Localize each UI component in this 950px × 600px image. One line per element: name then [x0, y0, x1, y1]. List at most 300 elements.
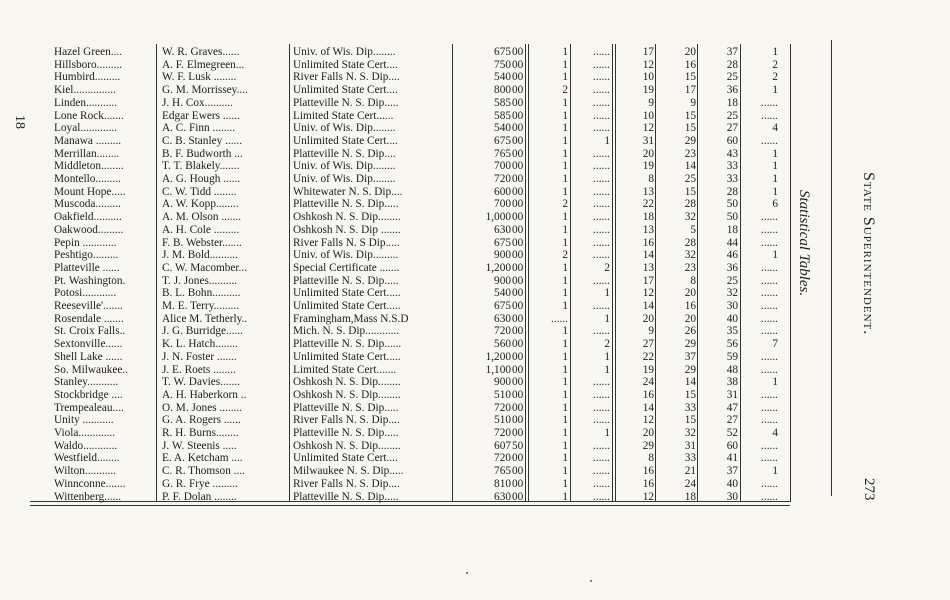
count-cell-c: 13: [642, 185, 654, 198]
count-cell-f: 7: [772, 338, 778, 351]
count-cell-d: 20: [684, 287, 696, 300]
town-cell: Westfield........: [54, 452, 120, 465]
count-cell-b: ......: [593, 490, 610, 503]
certificate-cell: Univ. of Wis. Dip........: [293, 173, 396, 185]
salary-cell: 1,200: [485, 350, 511, 363]
certificate-cell: Unlimited State Cert.....: [293, 350, 401, 363]
count-cell-f: 1: [772, 46, 778, 58]
count-cell-a: 1: [562, 223, 568, 236]
certificate-cell: Univ. of Wis. Dip.........: [293, 249, 399, 262]
count-cell-e: 25: [726, 109, 738, 122]
salary-cell: 765: [494, 465, 511, 478]
count-cell-c: 10: [642, 109, 654, 122]
count-cell-a: 1: [562, 134, 568, 147]
salary-cell: 607: [494, 439, 511, 452]
salary-cents-cell: 00: [512, 109, 524, 122]
salary-cell: 630: [494, 490, 511, 503]
teacher-cell: O. M. Jones ........: [162, 401, 243, 414]
count-cell-a: 1: [562, 46, 568, 58]
count-cell-c: 10: [642, 71, 654, 84]
count-cell-b: ......: [593, 109, 610, 122]
count-cell-a: 1: [562, 439, 568, 452]
count-cell-e: 43: [726, 147, 738, 160]
salary-cell: 630: [494, 223, 511, 236]
town-cell: Manawa .........: [54, 134, 122, 147]
certificate-cell: Platteville N. S. Dip.....: [293, 198, 399, 211]
salary-cell: 675: [494, 134, 511, 147]
certificate-cell: Platteville N. S. Dip.....: [293, 490, 399, 503]
count-cell-d: 32: [684, 211, 696, 224]
town-cell: Winnconne.......: [54, 477, 126, 490]
count-cell-e: 18: [726, 96, 738, 109]
count-cell-f: ......: [761, 452, 778, 465]
town-cell: Oakfield..........: [54, 211, 122, 224]
count-cell-b: ......: [593, 96, 610, 109]
salary-cents-cell: 00: [512, 211, 524, 224]
count-cell-f: 1: [772, 376, 778, 389]
count-cell-f: ......: [761, 96, 778, 109]
town-cell: Reeseville'.......: [54, 300, 123, 312]
teacher-cell: W. R. Graves......: [162, 46, 240, 58]
count-cell-f: ......: [761, 211, 778, 224]
count-cell-d: 31: [684, 439, 696, 452]
salary-cents-cell: 00: [512, 84, 524, 97]
count-cell-b: ......: [593, 211, 610, 224]
count-cell-e: 60: [726, 134, 738, 147]
town-cell: St. Croix Falls..: [54, 325, 126, 338]
count-cell-a: 2: [562, 249, 568, 262]
count-cell-b: 2: [604, 338, 610, 351]
count-cell-b: ......: [593, 223, 610, 236]
count-cell-d: 28: [684, 198, 696, 211]
count-cell-d: 23: [684, 147, 696, 160]
salary-cents-cell: 00: [512, 96, 524, 109]
count-cell-b: ......: [593, 249, 610, 262]
salary-cell: 800: [494, 84, 511, 97]
certificate-cell: Platteville N. S. Dip.....: [293, 401, 399, 414]
count-cell-c: 18: [642, 211, 654, 224]
count-cell-d: 9: [690, 96, 696, 109]
count-cell-c: 8: [648, 452, 654, 465]
count-cell-f: 1: [772, 249, 778, 262]
count-cell-d: 16: [684, 300, 696, 312]
certificate-cell: Unlimited State Cert....: [293, 134, 398, 147]
count-cell-b: ......: [593, 452, 610, 465]
count-cell-d: 23: [684, 261, 696, 274]
count-cell-b: ......: [593, 477, 610, 490]
count-cell-d: 21: [684, 465, 696, 478]
town-cell: Hazel Green....: [54, 46, 123, 58]
town-cell: Potosi............: [54, 287, 117, 300]
count-cell-c: 16: [642, 236, 654, 249]
teacher-cell: Edgar Ewers ......: [162, 109, 240, 122]
count-cell-a: ......: [551, 312, 568, 325]
count-cell-f: ......: [761, 477, 778, 490]
salary-cents-cell: 00: [512, 173, 524, 185]
town-cell: Wittenberg......: [54, 490, 122, 503]
count-cell-b: ......: [593, 325, 610, 338]
certificate-cell: Unlimited State Cert.....: [293, 300, 401, 312]
teacher-cell: A. C. Finn ........: [162, 122, 236, 135]
count-cell-a: 1: [562, 236, 568, 249]
salary-cents-cell: 00: [512, 465, 524, 478]
count-cell-a: 1: [562, 122, 568, 135]
count-cell-c: 31: [642, 134, 654, 147]
count-cell-f: ......: [761, 325, 778, 338]
count-cell-a: 1: [562, 211, 568, 224]
salary-cell: 675: [494, 46, 511, 58]
salary-cell: 560: [494, 338, 511, 351]
count-cell-c: 13: [642, 261, 654, 274]
town-cell: Waldo............: [54, 439, 118, 452]
count-cell-e: 27: [726, 122, 738, 135]
count-cell-b: 1: [604, 350, 610, 363]
teacher-cell: C. W. Tidd ........: [162, 185, 237, 198]
count-cell-c: 24: [642, 376, 654, 389]
certificate-cell: Limited State Cert......: [293, 109, 394, 122]
count-cell-c: 16: [642, 477, 654, 490]
salary-cents-cell: 00: [512, 223, 524, 236]
count-cell-f: ......: [761, 490, 778, 503]
count-cell-f: 4: [772, 427, 778, 439]
certificate-cell: Univ. of Wis. Dip........: [293, 46, 396, 58]
count-cell-e: 35: [726, 325, 738, 338]
teacher-cell: A. W. Kopp........: [162, 198, 239, 211]
town-cell: Sextonville......: [54, 338, 123, 351]
count-cell-f: 2: [772, 71, 778, 84]
town-cell: Mount Hope.....: [54, 185, 126, 198]
count-cell-e: 59: [726, 350, 738, 363]
count-cell-c: 9: [648, 325, 654, 338]
teacher-cell: J. G. Burridge......: [162, 325, 243, 338]
salary-cell: 750: [494, 58, 511, 71]
count-cell-e: 50: [726, 198, 738, 211]
certificate-cell: Oshkosh N. S. Dip........: [293, 211, 401, 224]
count-cell-d: 33: [684, 401, 696, 414]
count-cell-c: 8: [648, 173, 654, 185]
count-cell-d: 18: [684, 490, 696, 503]
count-cell-b: ......: [593, 414, 610, 427]
count-cell-c: 27: [642, 338, 654, 351]
count-cell-b: 1: [604, 287, 610, 300]
salary-cell: 900: [494, 274, 511, 287]
count-cell-a: 1: [562, 465, 568, 478]
count-cell-a: 1: [562, 173, 568, 185]
certificate-cell: Platteville N. S. Dip....: [293, 147, 396, 160]
salary-cents-cell: 00: [512, 401, 524, 414]
town-cell: Unity ...........: [54, 414, 114, 427]
town-cell: Loyal.............: [54, 122, 118, 135]
salary-cents-cell: 00: [512, 388, 524, 401]
salary-cents-cell: 00: [512, 46, 524, 58]
salary-cents-cell: 00: [512, 312, 524, 325]
count-cell-e: 25: [726, 71, 738, 84]
count-cell-d: 14: [684, 160, 696, 173]
town-cell: Pepin ............: [54, 236, 117, 249]
count-cell-f: ......: [761, 274, 778, 287]
teacher-cell: A. H. Cole .........: [162, 223, 240, 236]
count-cell-f: 1: [772, 465, 778, 478]
count-cell-f: ......: [761, 261, 778, 274]
salary-cents-cell: 00: [512, 414, 524, 427]
salary-cents-cell: 00: [512, 490, 524, 503]
salary-cell: 585: [494, 109, 511, 122]
town-cell: Linden...........: [54, 96, 118, 109]
teacher-cell: T. T. Blakely.......: [162, 160, 240, 173]
count-cell-e: 38: [726, 376, 738, 389]
salary-cell: 540: [494, 122, 511, 135]
certificate-cell: Whitewater N. S. Dip....: [293, 185, 403, 198]
count-cell-d: 8: [690, 274, 696, 287]
count-cell-d: 32: [684, 249, 696, 262]
count-cell-d: 16: [684, 58, 696, 71]
certificate-cell: Platteville N. S. Dip.....: [293, 427, 399, 439]
count-cell-f: 1: [772, 84, 778, 97]
count-cell-d: 15: [684, 414, 696, 427]
salary-cents-cell: 00: [512, 185, 524, 198]
count-cell-b: ......: [593, 147, 610, 160]
teacher-cell: E. A. Ketcham ....: [162, 452, 243, 465]
count-cell-b: ......: [593, 58, 610, 71]
salary-cents-cell: 00: [512, 477, 524, 490]
salary-cents-cell: 00: [512, 287, 524, 300]
salary-cents-cell: 00: [512, 274, 524, 287]
salary-cents-cell: 00: [512, 249, 524, 262]
count-cell-e: 30: [726, 490, 738, 503]
count-cell-c: 12: [642, 414, 654, 427]
teacher-cell: G. R. Frye .........: [162, 477, 238, 490]
count-cell-a: 1: [562, 414, 568, 427]
count-cell-d: 15: [684, 185, 696, 198]
teacher-cell: J. M. Bold..........: [162, 249, 238, 262]
count-cell-d: 20: [684, 312, 696, 325]
count-cell-f: ......: [761, 300, 778, 312]
salary-cell: 700: [494, 160, 511, 173]
count-cell-f: ......: [761, 401, 778, 414]
count-cell-c: 20: [642, 147, 654, 160]
count-cell-d: 24: [684, 477, 696, 490]
count-cell-a: 1: [562, 109, 568, 122]
count-cell-c: 14: [642, 300, 654, 312]
salary-cell: 510: [494, 414, 511, 427]
town-cell: Oakwood.........: [54, 223, 124, 236]
count-cell-c: 14: [642, 401, 654, 414]
count-cell-f: ......: [761, 363, 778, 376]
teacher-cell: T. J. Jones..........: [162, 274, 238, 287]
count-cell-d: 15: [684, 71, 696, 84]
certificate-cell: Platteville N. S. Dip.....: [293, 96, 399, 109]
count-cell-a: 1: [562, 300, 568, 312]
count-cell-d: 14: [684, 376, 696, 389]
count-cell-e: 44: [726, 236, 738, 249]
count-cell-c: 12: [642, 287, 654, 300]
count-cell-e: 36: [726, 84, 738, 97]
count-cell-d: 26: [684, 325, 696, 338]
salary-cents-cell: 00: [512, 236, 524, 249]
count-cell-a: 1: [562, 96, 568, 109]
town-cell: Muscoda.........: [54, 198, 121, 211]
town-cell: Merrillan........: [54, 147, 120, 160]
count-cell-a: 1: [562, 401, 568, 414]
count-cell-e: 33: [726, 160, 738, 173]
count-cell-e: 31: [726, 388, 738, 401]
teacher-cell: B. F. Budworth ...: [162, 147, 243, 160]
salary-cell: 600: [494, 185, 511, 198]
count-cell-f: ......: [761, 350, 778, 363]
salary-cell: 720: [494, 325, 511, 338]
salary-cents-cell: 00: [512, 376, 524, 389]
count-cell-f: ......: [761, 312, 778, 325]
certificate-cell: Limited State Cert.......: [293, 363, 397, 376]
count-cell-b: ......: [593, 198, 610, 211]
count-cell-c: 29: [642, 439, 654, 452]
count-cell-d: 29: [684, 134, 696, 147]
count-cell-c: 13: [642, 223, 654, 236]
town-cell: Lone Rock.......: [54, 109, 124, 122]
salary-cell: 720: [494, 427, 511, 439]
count-cell-b: 2: [604, 261, 610, 274]
teacher-cell: W. F. Lusk ........: [162, 71, 237, 84]
certificate-cell: Unlimited State Cert....: [293, 84, 398, 97]
teacher-cell: M. E. Terry.........: [162, 300, 240, 312]
certificate-cell: Oshkosh N. S. Dip........: [293, 388, 401, 401]
count-cell-f: ......: [761, 388, 778, 401]
count-cell-c: 12: [642, 58, 654, 71]
salary-cents-cell: 00: [512, 300, 524, 312]
count-cell-c: 20: [642, 312, 654, 325]
town-cell: Trempealeau....: [54, 401, 124, 414]
town-cell: Hillsboro.........: [54, 58, 123, 71]
salary-cell: 720: [494, 173, 511, 185]
count-cell-e: 30: [726, 300, 738, 312]
count-cell-b: ......: [593, 122, 610, 135]
salary-cents-cell: 00: [512, 363, 524, 376]
count-cell-b: ......: [593, 236, 610, 249]
count-cell-f: 4: [772, 122, 778, 135]
count-cell-e: 25: [726, 274, 738, 287]
count-cell-f: 2: [772, 58, 778, 71]
count-cell-b: ......: [593, 173, 610, 185]
town-cell: Montello.........: [54, 173, 121, 185]
certificate-cell: Milwaukee N. S. Dip.....: [293, 465, 404, 478]
bottom-rule: [30, 505, 790, 506]
teacher-cell: C. W. Macomber...: [162, 261, 248, 274]
teacher-cell: C. R. Thomson ....: [162, 465, 245, 478]
count-cell-a: 1: [562, 350, 568, 363]
town-cell: Stockbridge ....: [54, 388, 123, 401]
salary-cell: 810: [494, 477, 511, 490]
left-page-number: 18: [12, 115, 27, 129]
count-cell-b: ......: [593, 71, 610, 84]
salary-cents-cell: 50: [512, 439, 524, 452]
count-cell-a: 1: [562, 490, 568, 503]
count-cell-a: 1: [562, 160, 568, 173]
salary-cents-cell: 00: [512, 71, 524, 84]
count-cell-d: 17: [684, 84, 696, 97]
certificate-cell: River Falls N. S Dip.....: [293, 236, 400, 249]
count-cell-e: 18: [726, 223, 738, 236]
count-cell-e: 52: [726, 427, 738, 439]
count-cell-d: 15: [684, 122, 696, 135]
count-cell-a: 1: [562, 147, 568, 160]
certificate-cell: Platteville N. S. Dip.....: [293, 274, 399, 287]
running-title: State Superintendent.: [860, 172, 877, 336]
section-title: Statistical Tables.: [796, 190, 812, 297]
salary-cell: 900: [494, 376, 511, 389]
count-cell-d: 28: [684, 236, 696, 249]
count-cell-a: 1: [562, 363, 568, 376]
count-cell-c: 14: [642, 249, 654, 262]
certificate-cell: Unlimited State Cert.....: [293, 287, 401, 300]
count-cell-e: 40: [726, 477, 738, 490]
salary-cell: 1,000: [485, 211, 511, 224]
count-cell-a: 1: [562, 261, 568, 274]
salary-cents-cell: 00: [512, 261, 524, 274]
count-cell-c: 16: [642, 465, 654, 478]
salary-cell: 540: [494, 71, 511, 84]
count-cell-f: ......: [761, 439, 778, 452]
count-cell-e: 50: [726, 211, 738, 224]
town-cell: Middleton........: [54, 160, 124, 173]
count-cell-d: 32: [684, 427, 696, 439]
teacher-cell: A. M. Olson .......: [162, 211, 242, 224]
count-cell-a: 1: [562, 338, 568, 351]
certificate-cell: Univ. of Wis. Dip........: [293, 160, 396, 173]
count-cell-b: 1: [604, 312, 610, 325]
salary-cell: 700: [494, 198, 511, 211]
count-cell-b: 1: [604, 363, 610, 376]
teacher-cell: J. E. Roets ........: [162, 363, 236, 376]
town-cell: Platteville ......: [54, 261, 120, 274]
count-cell-b: ......: [593, 274, 610, 287]
count-cell-f: ......: [761, 109, 778, 122]
count-cell-c: 19: [642, 84, 654, 97]
salary-cell: 765: [494, 147, 511, 160]
count-cell-b: ......: [593, 46, 610, 58]
certificate-cell: River Falls N. S. Dip....: [293, 477, 400, 490]
count-cell-f: ......: [761, 414, 778, 427]
count-cell-f: ......: [761, 236, 778, 249]
count-cell-c: 12: [642, 122, 654, 135]
teacher-cell: A. H. Haberkorn ..: [162, 388, 247, 401]
count-cell-a: 1: [562, 477, 568, 490]
count-cell-a: 1: [562, 388, 568, 401]
salary-cell: 585: [494, 96, 511, 109]
count-cell-a: 1: [562, 376, 568, 389]
count-cell-c: 20: [642, 427, 654, 439]
count-cell-f: 1: [772, 173, 778, 185]
count-cell-b: 1: [604, 427, 610, 439]
count-cell-c: 9: [648, 96, 654, 109]
certificate-cell: Framingham,Mass N.S.D: [293, 312, 409, 325]
count-cell-b: ......: [593, 300, 610, 312]
count-cell-e: 60: [726, 439, 738, 452]
salary-cents-cell: 00: [512, 350, 524, 363]
salary-cents-cell: 00: [512, 122, 524, 135]
count-cell-e: 48: [726, 363, 738, 376]
town-cell: So. Milwaukee..: [54, 363, 129, 376]
teacher-cell: G. A. Rogers ......: [162, 414, 241, 427]
salary-cents-cell: 00: [512, 147, 524, 160]
count-cell-a: 1: [562, 287, 568, 300]
certificate-cell: Oshkosh N. S. Dip........: [293, 439, 401, 452]
salary-cents-cell: 00: [512, 198, 524, 211]
count-cell-c: 12: [642, 490, 654, 503]
teacher-cell: R. H. Burns........: [162, 427, 239, 439]
salary-cents-cell: 00: [512, 160, 524, 173]
count-cell-e: 40: [726, 312, 738, 325]
count-cell-b: 1: [604, 134, 610, 147]
